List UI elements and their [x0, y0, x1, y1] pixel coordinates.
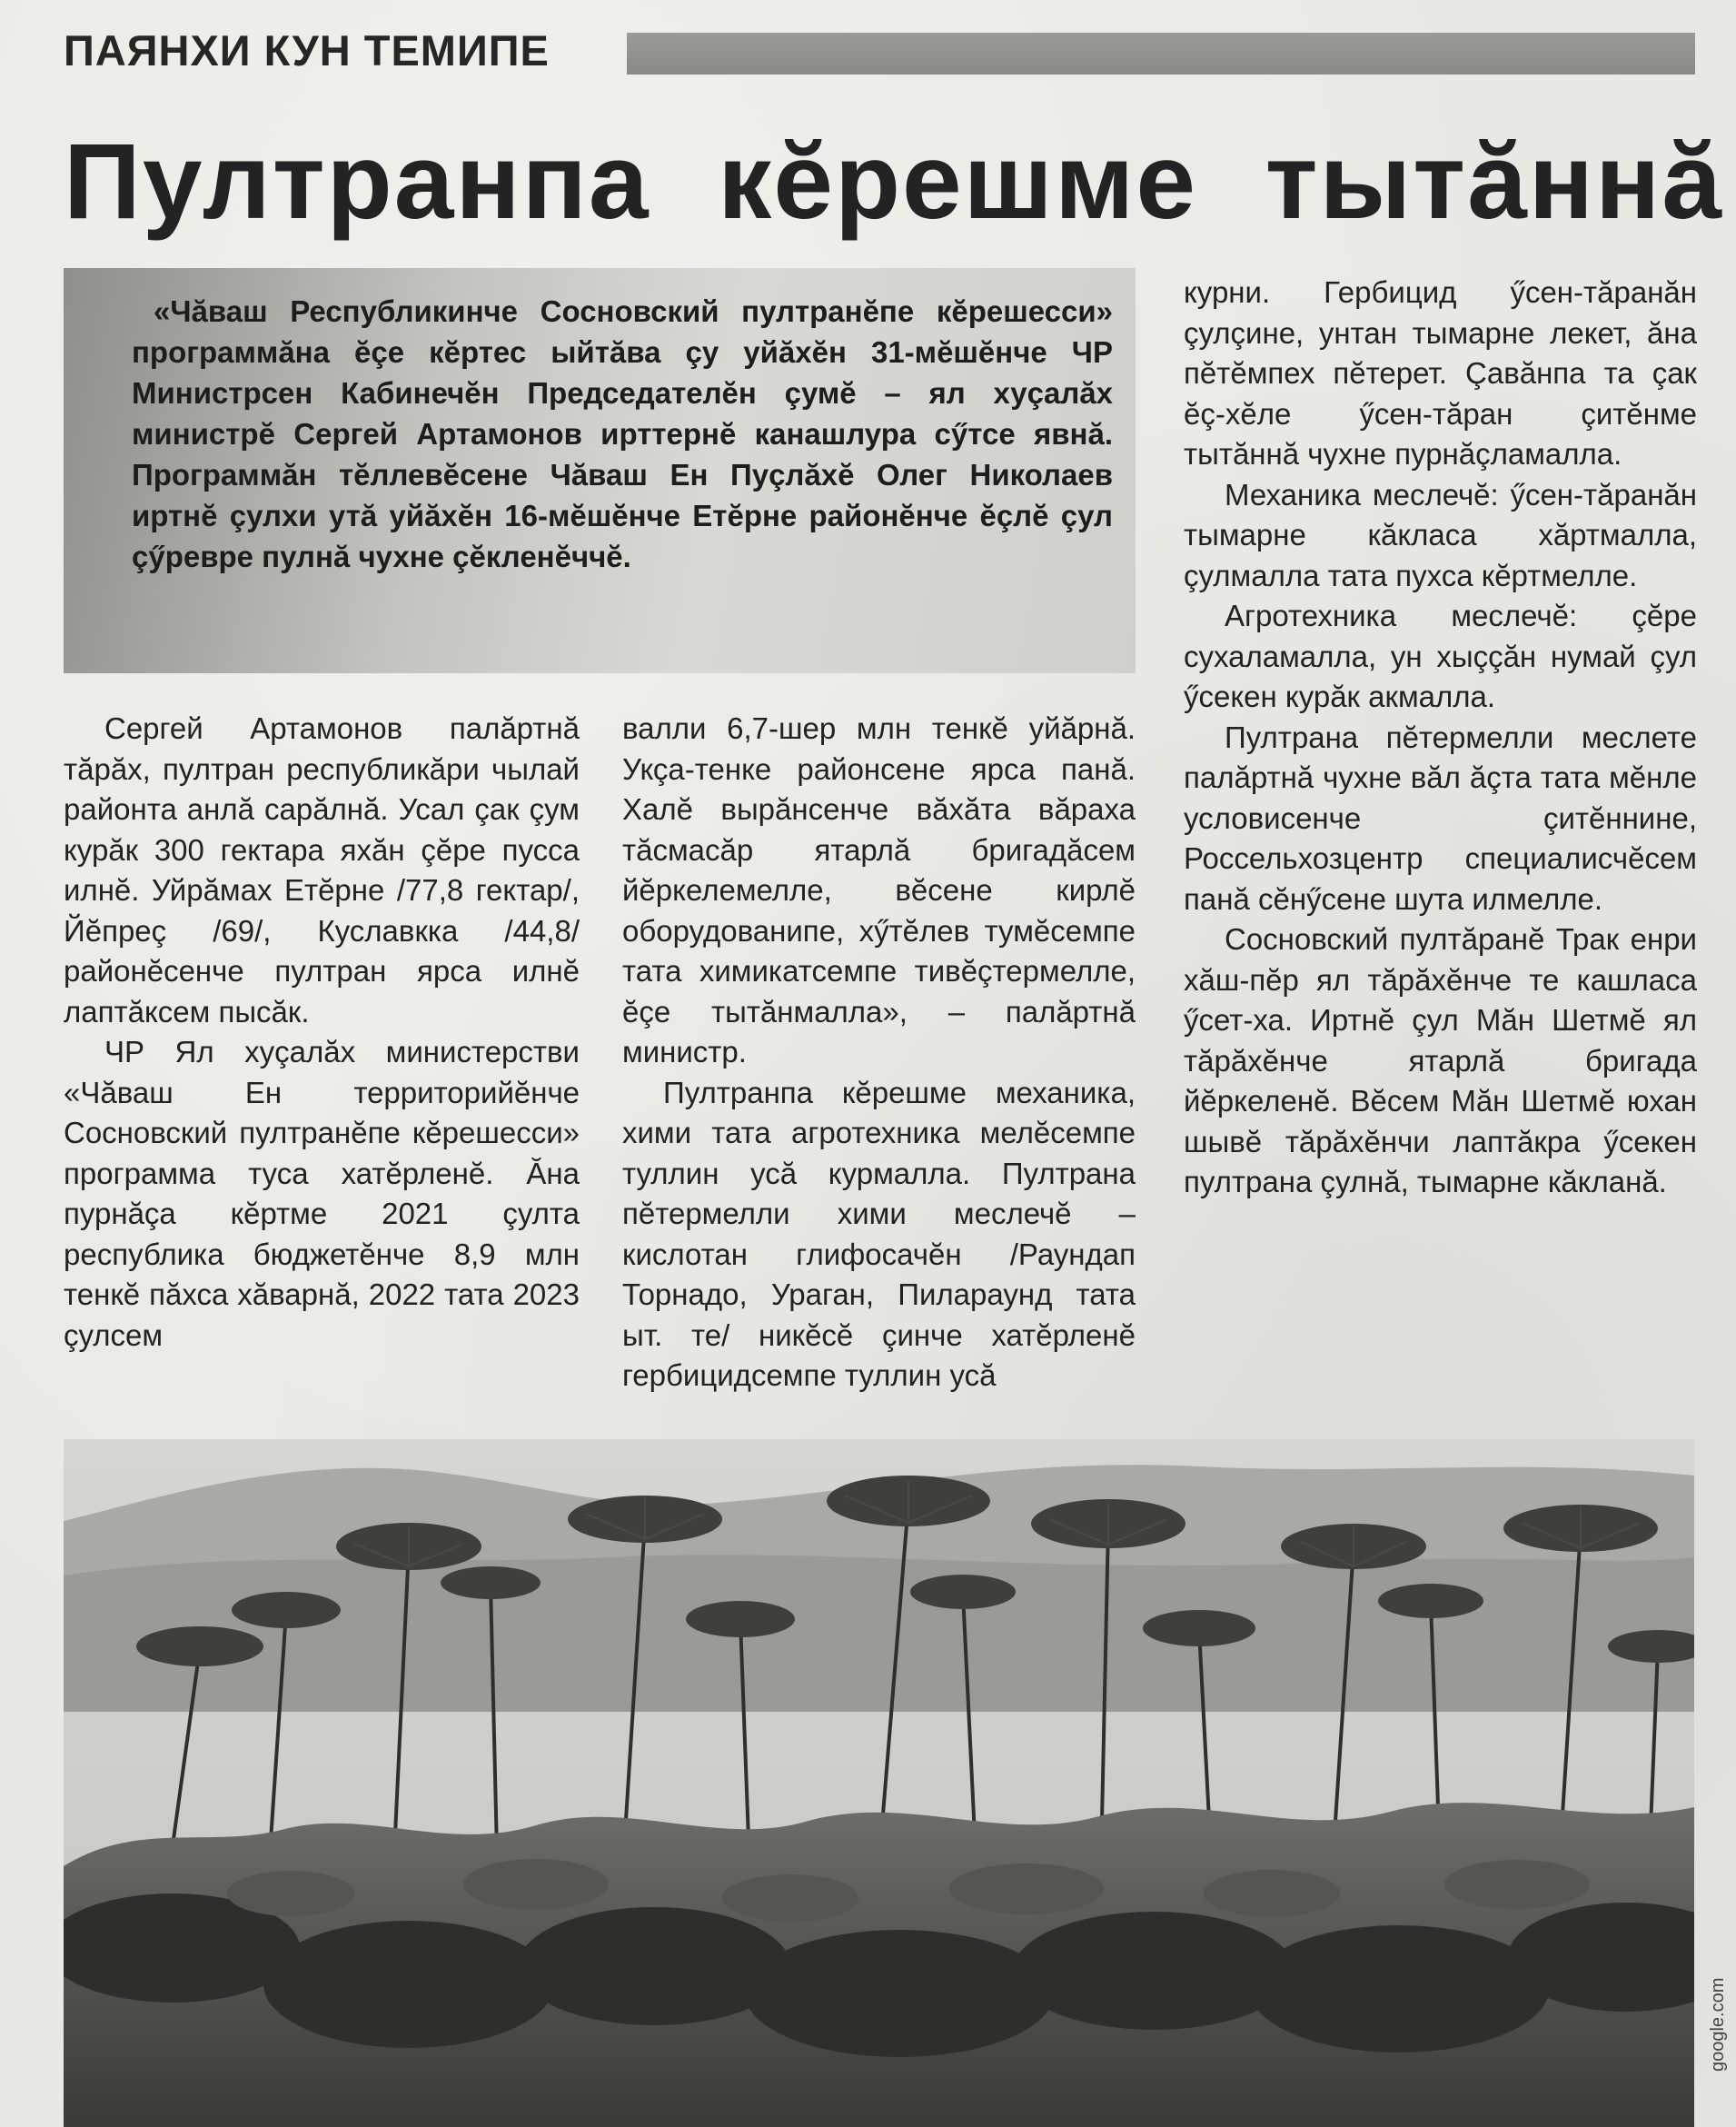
hogweed-photo: [64, 1439, 1694, 2127]
photo-credit: google.com: [1708, 1977, 1728, 2072]
column-3-paragraph: Сосновский пултăранĕ Трак енри хăш-пĕр ял тăрăхĕнче те кашласа ӳсет-ха. Иртнĕ çул Мăн Шетмĕ ял тăрăхĕнче ятарлă бригада йĕркеленĕ. Вĕсем Мăн Шетмĕ юхан шывĕ тăрăхĕнчи лаптăкра ӳсекен пултрана çулнă, тымарне кăкланă.: [1184, 922, 1697, 1198]
article-column-2: [622, 709, 1136, 1396]
article-headline: Пултранпа кĕрешме тытăннă: [64, 122, 1723, 242]
column-1-paragraph: Сергей Артамонов палăртнă тăрăх, пултран республикăри чылай районта анлă сарăлнă. Усал çак çум курăк 300 гектара яхăн çĕре пусса илнĕ. Уйрăмах Етĕрне /77,8 гектар/, Йĕпреç /69/, Куславкка /44,8/ районĕсенче пултран ярса илнĕ лаптăксем пысăк.: [64, 711, 580, 1029]
column-2-paragraph: Пултранпа кĕрешме механика, хими тата агротехника мелĕсемпе туллин усă курмалла. Пултрана пĕтермелли хими меслечĕ – кислотан глифосачĕн /Раундап Торнадо, Ураган, Пилараунд тата ыт. те/ никĕсĕ çинче хатĕрленĕ гербицидсемпе туллин усă: [622, 1075, 1136, 1392]
article-column-3: [1184, 273, 1697, 1203]
column-3-paragraph: Пултрана пĕтермелли меслете палăртнă чухне вăл ăçта тата мĕнле условисенче çитĕннине, Россельхозцентр специалисчĕсем панă сĕнӳсене шута илмелле.: [1184, 720, 1697, 916]
section-rubric: ПАЯНХИ КУН ТЕМИПЕ: [64, 26, 550, 75]
column-3-paragraph: Механика меслечĕ: ӳсен-тăранăн тымарне кăкласа хăртмалла, çулмалла тата пухса кĕртмелле.: [1184, 477, 1697, 592]
article-lead: «Чăваш Республикинче Сосновский пултранĕпе кĕрешесси» программăна ĕçе кĕртес ыйтăва çу уйăхĕн 31-мĕшĕнче ЧР Министрсен Кабинечĕн Председателĕн çумĕ – ял хуçалăх министрĕ Сергей Артамонов ирттернĕ канашлура сӳтсе явнă. Программăн тĕллевĕсене Чăваш Ен Пуçлăхĕ Олег Николаев иртнĕ çулхи утă уйăхĕн 16-мĕшĕнче Етĕрне районĕнче ĕçлĕ çул çӳревре пулнă чухне çĕкленĕччĕ.: [132, 294, 1113, 573]
rubric-bar: [627, 33, 1695, 75]
column-1-paragraph: ЧР Ял хуçалăх министерстви «Чăваш Ен территорийĕнче Сосновский пултранĕпе кĕрешесси» программа туса хатĕрленĕ. Ăна пурнăçа кĕртме 2021 çулта республика бюджетĕнче 8,9 млн тенкĕ пăхса хăварнă, 2022 тата 2023 çулсем: [64, 1035, 580, 1352]
column-2-paragraph: валли 6,7-шер млн тенкĕ уйăрнă. Укçа-тенке районсене ярса панă. Халĕ вырăнсенче вăхăта вăраха тăсмасăр ятарлă бригадăсем йĕркелемелле, вĕсене кирлĕ оборудованипе, хӳтĕлев тумĕсемпе тата химикатсемпе тивĕçтермелле, ĕçе тытăнмалла», – палăртнă министр.: [622, 711, 1136, 1068]
column-3-paragraph: курни. Гербицид ӳсен-тăранăн çулçине, унтан тымарне лекет, ăна пĕтĕмпех пĕтерет. Çавăнпа та çак ĕç-хĕле ӳсен-тăран çитĕнме тытăннă чухне пурнăçламалла.: [1184, 275, 1697, 471]
article-column-1: [64, 709, 580, 1356]
hogweed-photo-illustration: [64, 1439, 1694, 2127]
column-3-paragraph: Агротехника меслечĕ: çĕре сухаламалла, ун хыççăн нумай çул ӳсекен курăк акмалла.: [1184, 599, 1697, 713]
